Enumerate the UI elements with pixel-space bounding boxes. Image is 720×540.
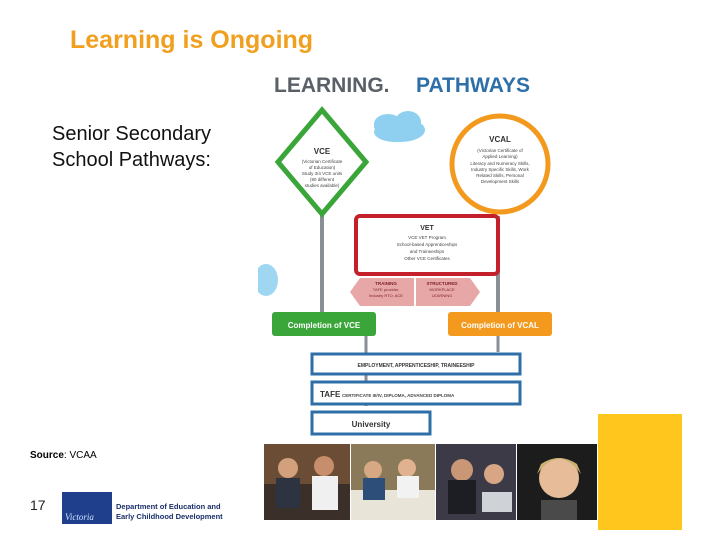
student-photo-1 <box>264 444 350 520</box>
student-photo-4 <box>517 444 597 520</box>
vce-line: (90 different <box>310 177 334 182</box>
student-photo-3 <box>436 444 516 520</box>
diagram-header-pathways: PATHWAYS <box>416 74 530 97</box>
learning-pathways-diagram <box>258 66 568 438</box>
completion-vcal-box <box>448 312 552 336</box>
slide-body-text <box>52 121 211 173</box>
tafe-title: TAFE <box>320 390 341 399</box>
employment-label: EMPLOYMENT, APPRENTICESHIP, TRAINEESHIP <box>357 363 475 369</box>
employment-box <box>312 354 520 374</box>
vet-title: VET <box>420 225 434 232</box>
diagram-header-learning: LEARNING. <box>274 74 390 97</box>
vet-line: School-based Apprenticeships <box>396 242 458 247</box>
completion-vcal-label: Completion of VCAL <box>461 321 539 330</box>
vce-diamond <box>278 110 366 214</box>
source-value: : VCAA <box>63 450 97 461</box>
vcal-title: VCAL <box>489 135 511 144</box>
department-line-2: Early Childhood Development <box>116 512 223 521</box>
structured-line: LEARNING <box>431 293 453 298</box>
vce-line: of Education) <box>308 165 336 170</box>
department-line-1: Department of Education and <box>116 502 221 511</box>
vet-line: VCE VET Program <box>408 235 446 240</box>
vet-box <box>356 216 498 274</box>
slide-title: Learning is Ongoing <box>70 26 314 54</box>
subtitle-line-1: Senior Secondary <box>52 123 211 145</box>
training-title: TRAINING <box>375 281 397 286</box>
student-photo-2 <box>351 444 435 520</box>
vcal-line: Applied Learning) <box>482 154 518 159</box>
cloud-icon <box>374 111 425 142</box>
completion-vce-label: Completion of VCE <box>287 321 361 330</box>
vce-line: Study 3/4 VCE units <box>301 171 343 176</box>
vcal-line: Related Skills, Personal <box>476 173 524 178</box>
tafe-box <box>312 382 520 404</box>
vce-line: studies available) <box>304 183 340 188</box>
source-citation <box>30 450 97 461</box>
training-line: TAFE provider, <box>372 287 400 292</box>
vet-line: and Traineeships <box>409 249 445 254</box>
completion-vce-box <box>272 312 376 336</box>
vcal-line: Literacy and Numeracy Skills, <box>470 161 530 166</box>
yellow-accent-block <box>598 414 682 530</box>
vcal-line: (Victorian Certificate of <box>477 148 523 153</box>
cloud-icon <box>258 264 278 296</box>
logo-text: Victoria <box>65 512 94 522</box>
structured-line: WORKPLACE <box>429 287 455 292</box>
training-line: Industry RTO, ACE <box>369 293 403 298</box>
source-label: Source <box>30 450 64 461</box>
vce-title: VCE <box>313 147 331 156</box>
department-name <box>116 502 223 522</box>
victoria-logo <box>62 492 112 524</box>
page-number: 17 <box>30 497 46 513</box>
university-box <box>312 412 430 434</box>
structured-title: STRUCTURED <box>426 281 458 286</box>
subtitle-line-2: School Pathways: <box>52 149 211 171</box>
tafe-subtitle: CERTIFICATE III/IV, DIPLOMA, ADVANCED DIPLOMA <box>342 393 455 398</box>
vcal-circle <box>452 116 548 212</box>
vet-line: Other VCE Certificates <box>404 256 450 261</box>
vcal-line: Development Skills <box>480 179 520 184</box>
vce-line: (Victorian Certificate <box>301 159 343 164</box>
training-structured-arrow <box>350 278 480 306</box>
university-label: University <box>351 420 391 429</box>
vcal-line: Industry Specific Skills, Work <box>471 167 529 172</box>
